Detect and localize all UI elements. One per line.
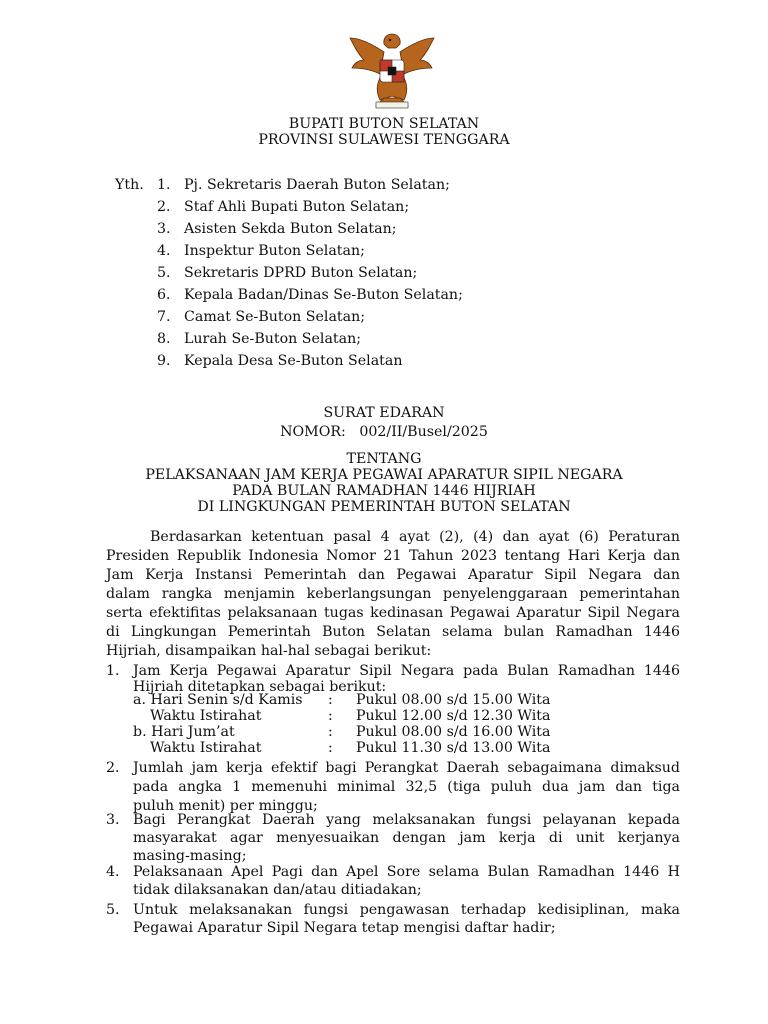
schedule-separator: : [328,692,333,708]
paragraph-line: di Lingkungan Pemerintah Buton Selatan selama bulan Ramadhan 1446 [106,624,680,640]
addressee-number: 8. [157,331,171,347]
point-number: 5. [106,902,120,918]
point-line: pada angka 1 memenuhi minimal 32,5 (tiga puluh dua jam dan tiga [133,779,680,795]
paragraph-line: Presiden Republik Indonesia Nomor 21 Tahun 2023 tentang Hari Kerja dan [106,548,680,564]
point-line: Untuk melaksanakan fungsi pengawasan terhadap kedisiplinan, maka [133,902,680,918]
schedule-value: Pukul 12.00 s/d 12.30 Wita [356,708,551,724]
addressee-number: 2. [157,199,171,215]
paragraph-line: Berdasarkan ketentuan pasal 4 ayat (2), (4) dan ayat (6) Peraturan [150,529,680,545]
point-number: 2. [106,760,120,776]
point-line: Pelaksanaan Apel Pagi dan Apel Sore selama Bulan Ramadhan 1446 H [133,864,680,880]
letter-about: TENTANG [346,451,422,467]
schedule-value: Pukul 08.00 s/d 15.00 Wita [356,692,551,708]
schedule-label: Waktu Istirahat [150,708,262,724]
schedule-separator: : [328,708,333,724]
schedule-value: Pukul 08.00 s/d 16.00 Wita [356,724,551,740]
garuda-emblem-icon [346,30,438,110]
point-line: Hijriah ditetapkan sebagai berikut: [133,679,387,695]
point-line: Jumlah jam kerja efektif bagi Perangkat Daerah sebagaimana dimaksud [133,760,680,776]
point-line: Jam Kerja Pegawai Aparatur Sipil Negara pada Bulan Ramadhan 1446 [133,663,680,679]
point-number: 4. [106,864,120,880]
issuer-province: PROVINSI SULAWESI TENGGARA [258,132,510,148]
point-line: masyarakat agar menyesuaikan dengan jam kerja di unit kerjanya [133,830,680,846]
addressee-item: Asisten Sekda Buton Selatan; [184,221,397,237]
point-line: tidak dilaksanakan dan/atau ditiadakan; [133,882,422,898]
point-line: Bagi Perangkat Daerah yang melaksanakan fungsi pelayanan kepada [133,812,680,828]
addressee-item: Kepala Badan/Dinas Se-Buton Selatan; [184,287,463,303]
addressee-item: Lurah Se-Buton Selatan; [184,331,361,347]
schedule-separator: : [328,740,333,756]
addressee-item: Kepala Desa Se-Buton Selatan [184,353,403,369]
addressee-number: 3. [157,221,171,237]
letter-subject-line: PELAKSANAAN JAM KERJA PEGAWAI APARATUR SIPIL NEGARA [145,467,623,483]
addressee-number: 4. [157,243,171,259]
letter-subject-line: DI LINGKUNGAN PEMERINTAH BUTON SELATAN [197,499,571,515]
addressee-number: 5. [157,265,171,281]
addressee-number: 1. [157,177,171,193]
point-number: 1. [106,663,120,679]
schedule-value: Pukul 11.30 s/d 13.00 Wita [356,740,551,756]
point-line: masing-masing; [133,848,247,864]
letter-type: SURAT EDARAN [323,405,445,421]
issuer-title: BUPATI BUTON SELATAN [288,116,480,132]
addressee-number: 7. [157,309,171,325]
paragraph-line: Jam Kerja Instansi Pemerintah dan Pegawai Aparatur Sipil Negara dan [106,567,680,583]
paragraph-line: Hijriah, disampaikan hal-hal sebagai berikut: [106,643,432,659]
point-line: Pegawai Aparatur Sipil Negara tetap mengisi daftar hadir; [133,920,556,936]
addressee-item: Pj. Sekretaris Daerah Buton Selatan; [184,177,450,193]
letter-subject-line: PADA BULAN RAMADHAN 1446 HIJRIAH [232,483,536,499]
addressee-prefix: Yth. [115,177,144,193]
schedule-label: a. Hari Senin s/d Kamis [133,692,303,708]
paragraph-line: serta efektifitas pelaksanaan tugas kedinasan Pegawai Aparatur Sipil Negara [106,605,680,621]
schedule-separator: : [328,724,333,740]
addressee-item: Camat Se-Buton Selatan; [184,309,365,325]
addressee-number: 6. [157,287,171,303]
point-line: puluh menit) per minggu; [133,798,318,814]
addressee-number: 9. [157,353,171,369]
letter-number: NOMOR: 002/II/Busel/2025 [280,424,488,440]
point-number: 3. [106,812,120,828]
addressee-item: Sekretaris DPRD Buton Selatan; [184,265,418,281]
schedule-label: b. Hari Jum’at [133,724,235,740]
addressee-item: Staf Ahli Bupati Buton Selatan; [184,199,410,215]
paragraph-line: dalam rangka menjamin keberlangsungan penyelenggaraan pemerintahan [106,586,680,602]
addressee-item: Inspektur Buton Selatan; [184,243,365,259]
schedule-label: Waktu Istirahat [150,740,262,756]
